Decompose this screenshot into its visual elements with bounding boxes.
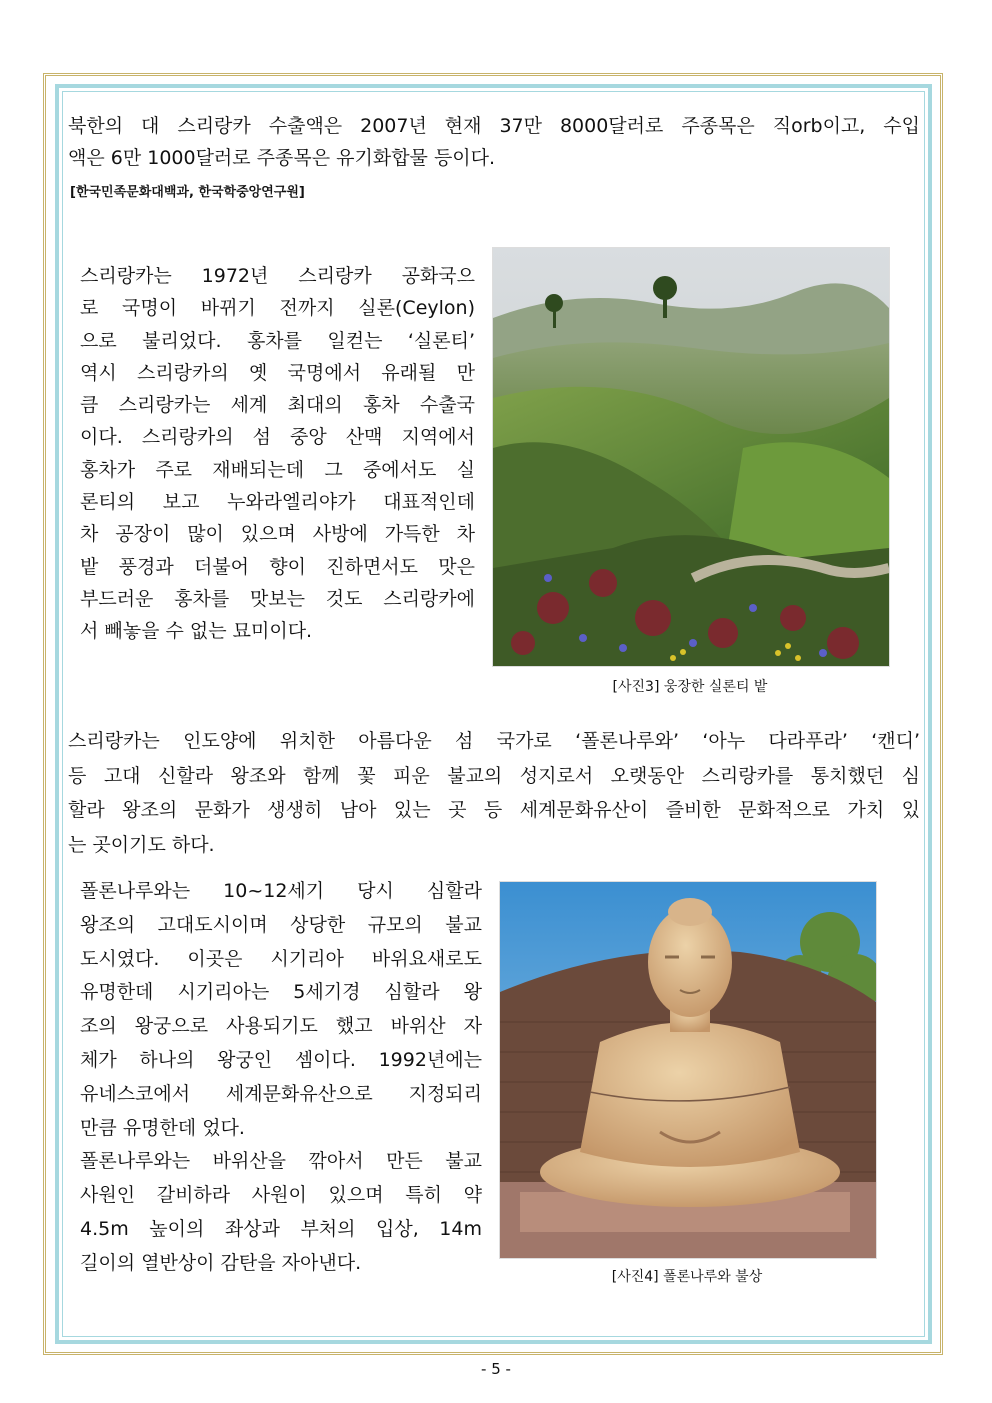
text-line: 유명한데 시기리아는 5세기경 심할라 왕 [80,981,482,1004]
text-line: 사원인 갈비하라 사원이 있으며 특히 약 [80,1184,482,1207]
text-line: 왕조의 고대도시이며 상당한 규모의 불교 [80,913,482,936]
photo-caption: [사진4] 폴론나루와 불상 [611,1269,763,1285]
text-line: 유네스코에서 세계문화유산으로 지정되리 [80,1082,482,1105]
source-citation: [한국민족문화대백과, 한국학중앙연구원] [70,185,305,200]
text-line: 액은 6만 1000달러로 주종목은 유기화합물 등이다. [68,147,496,169]
text-line: 서 빼놓을 수 없는 묘미이다. [80,620,313,643]
polonnaruwa-paragraph [80,875,482,1281]
text-line: 홍차가 주로 재배되는데 그 중에서도 실 [80,458,475,481]
text-line: 조의 왕궁으로 사용되기도 했고 바위산 자 [80,1015,482,1038]
page-number: - 5 - [481,1360,511,1378]
text-line: 밭 풍경과 더불어 향이 진하면서도 맛은 [80,555,475,578]
text-line: 폴론나루와는 바위산을 깎아서 만든 불교 [80,1150,482,1173]
intro-paragraph [68,110,920,174]
text-line: 등 고대 신할라 왕조와 함께 꽃 피운 불교의 성지로서 오랫동안 스리랑카를 통치했던 심 [68,764,920,787]
photo-caption: [사진3] 웅장한 실론티 밭 [612,679,768,695]
text-line: 도시였다. 이곳은 시기리아 바위요새로도 [80,947,482,970]
text-line: 스리랑카는 1972년 스리랑카 공화국으 [80,265,475,287]
tea-plantation-photo [492,247,890,667]
text-line: 체가 하나의 왕궁인 셈이다. 1992년에는 [80,1048,482,1071]
text-line: 할라 왕조의 문화가 생생히 남아 있는 곳 등 세계문화유산이 즐비한 문화적으로 가치 있 [68,799,920,821]
text-line: 만큼 유명한데 었다. [80,1116,245,1139]
text-line: 는 곳이기도 하다. [68,833,215,856]
heritage-paragraph [68,724,920,862]
text-line: 큼 스리랑카는 세계 최대의 홍차 수출국 [80,394,475,417]
text-line: 스리랑카는 인도양에 위치한 아름다운 섬 국가로 ‘폴론나루와’ ‘아누 다라푸라’ ‘캔디’ [68,730,920,752]
text-line: 이다. 스리랑카의 섬 중앙 산맥 지역에서 [80,426,475,449]
text-line: 으로 불리었다. 홍차를 일컫는 ‘실론티’ [80,329,475,352]
buddha-statue-photo [499,881,877,1259]
text-line: 론티의 보고 누와라엘리야가 대표적인데 [80,491,475,514]
text-line: 북한의 대 스리랑카 수출액은 2007년 현재 37만 8000달러로 주종목은 직orb이고, 수입 [68,115,920,137]
text-line: 길이의 열반상이 감탄을 자아낸다. [80,1251,362,1274]
tea-plantation-illustration [493,248,889,666]
text-line: 부드러운 홍차를 맛보는 것도 스리랑카에 [80,587,475,610]
text-line: 4.5m 높이의 좌상과 부처의 입상, 14m [80,1217,482,1240]
ceylon-paragraph [80,260,475,648]
text-line: 폴론나루와는 10~12세기 당시 심할라 [80,880,482,902]
text-line: 차 공장이 많이 있으며 사방에 가득한 차 [80,523,475,546]
buddha-statue-illustration [500,882,876,1258]
text-line: 로 국명이 바뀌기 전까지 실론(Ceylon) [80,297,475,320]
text-line: 역시 스리랑카의 옛 국명에서 유래될 만 [80,361,475,384]
